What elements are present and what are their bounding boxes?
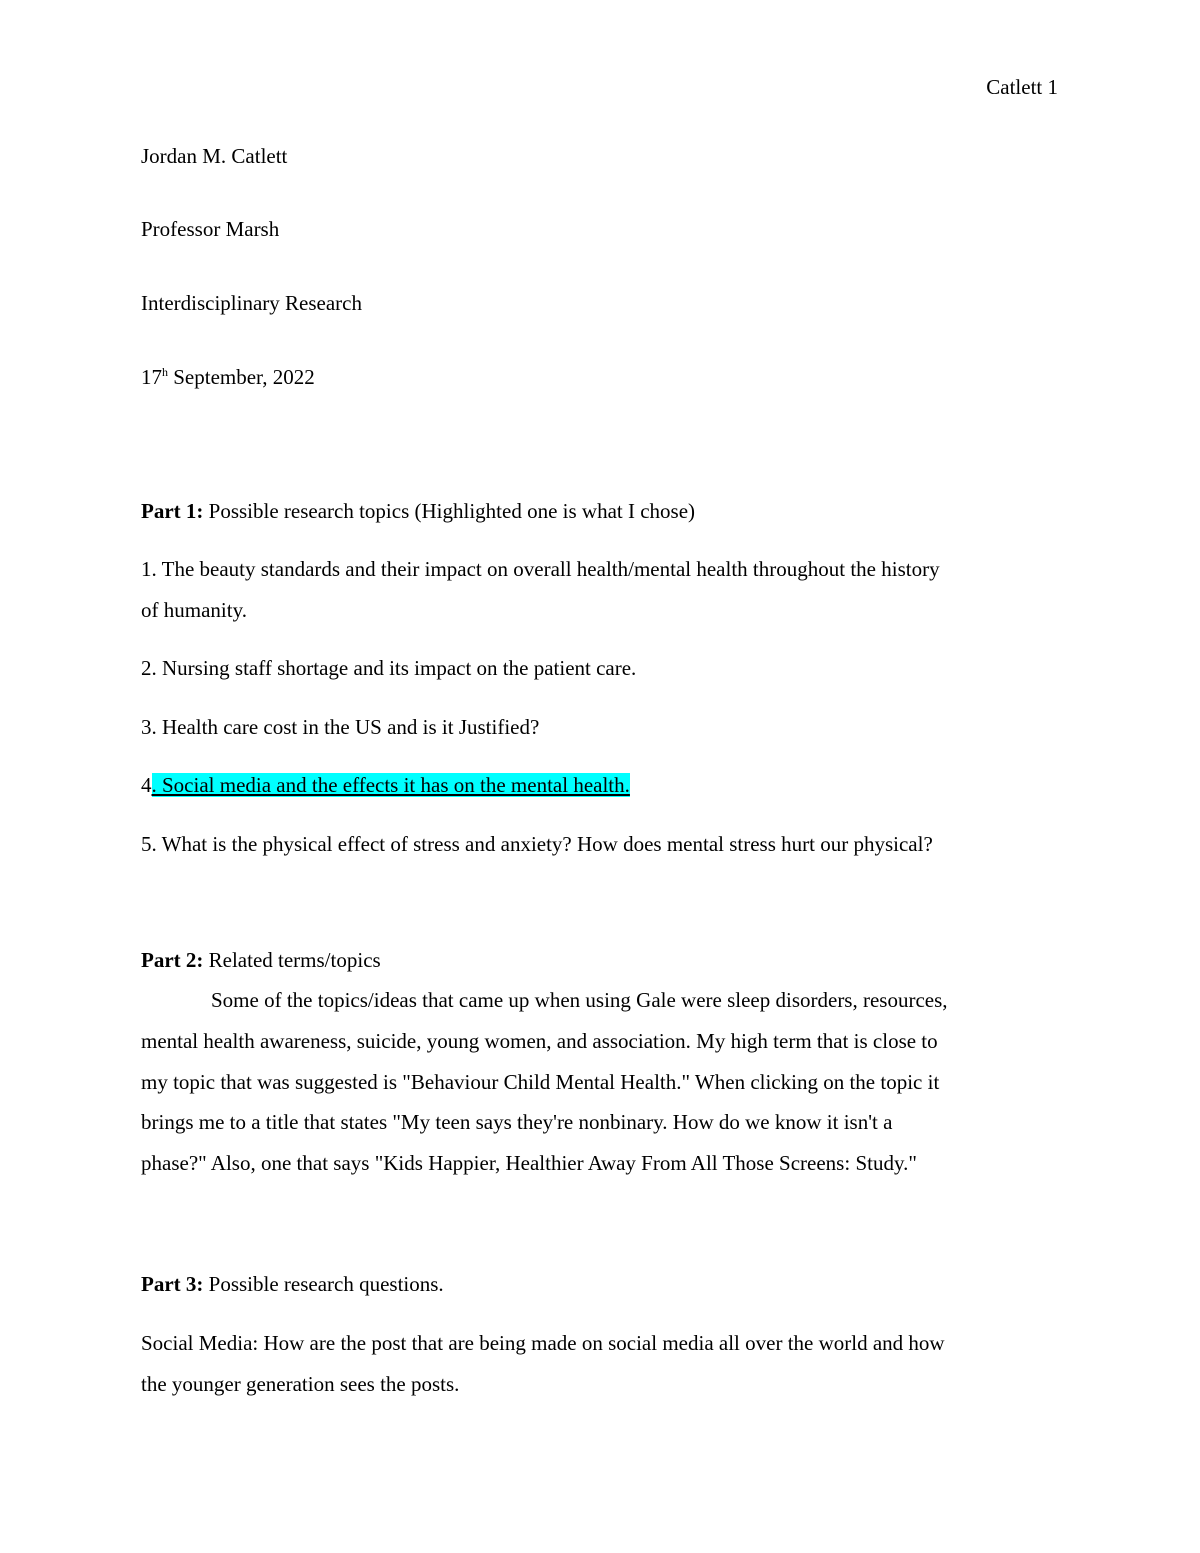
professor-name: Professor Marsh xyxy=(141,217,280,241)
part3-heading xyxy=(141,1271,444,1297)
part3-text: Possible research questions. xyxy=(203,1272,444,1296)
part3-question-line: Social Media: How are the post that are being made on social media all over the world and how xyxy=(141,1331,945,1355)
topic-item-3: 3. Health care cost in the US and is it Justified? xyxy=(141,715,540,739)
topic-item-2: 2. Nursing staff shortage and its impact on the patient care. xyxy=(141,656,637,680)
part3-label: Part 3: xyxy=(141,1272,204,1296)
date-line xyxy=(141,364,315,390)
part1-label: Part 1: xyxy=(141,499,204,523)
running-head: Catlett 1 xyxy=(986,75,1058,99)
course-name: Interdisciplinary Research xyxy=(141,291,362,315)
part2-paragraph-line: brings me to a title that states "My teen says they're nonbinary. How do we know it isn't a xyxy=(141,1110,893,1134)
part3-question-line: the younger generation sees the posts. xyxy=(141,1372,460,1396)
part2-text: Related terms/topics xyxy=(203,948,381,972)
topic-item-1-line2: of humanity. xyxy=(141,598,247,622)
part2-paragraph-line: my topic that was suggested is "Behaviour Child Mental Health." When clicking on the topic it xyxy=(141,1070,940,1094)
topic-item-5: 5. What is the physical effect of stress and anxiety? How does mental stress hurt our physical? xyxy=(141,832,933,856)
topic-item-4-prefix: 4 xyxy=(141,773,152,797)
part2-paragraph-line: mental health awareness, suicide, young women, and association. My high term that is close to xyxy=(141,1029,938,1053)
part2-paragraph-line: phase?" Also, one that says "Kids Happier, Healthier Away From All Those Screens: Study." xyxy=(141,1151,917,1175)
part2-label: Part 2: xyxy=(141,948,204,972)
date-suffix: h xyxy=(162,365,168,379)
part2-heading xyxy=(141,947,381,973)
topic-item-1-line1: 1. The beauty standards and their impact on overall health/mental health throughout the history xyxy=(141,557,940,581)
topic-item-4 xyxy=(141,772,630,798)
part2-paragraph-line: Some of the topics/ideas that came up when using Gale were sleep disorders, resources, xyxy=(211,988,948,1012)
part1-text: Possible research topics (Highlighted one is what I chose) xyxy=(203,499,696,523)
author-name: Jordan M. Catlett xyxy=(141,144,288,168)
part1-heading xyxy=(141,498,695,524)
date-rest: September, 2022 xyxy=(168,365,315,389)
topic-item-4-highlighted: . Social media and the effects it has on the mental health. xyxy=(151,773,630,797)
date-day: 17 xyxy=(141,365,162,389)
